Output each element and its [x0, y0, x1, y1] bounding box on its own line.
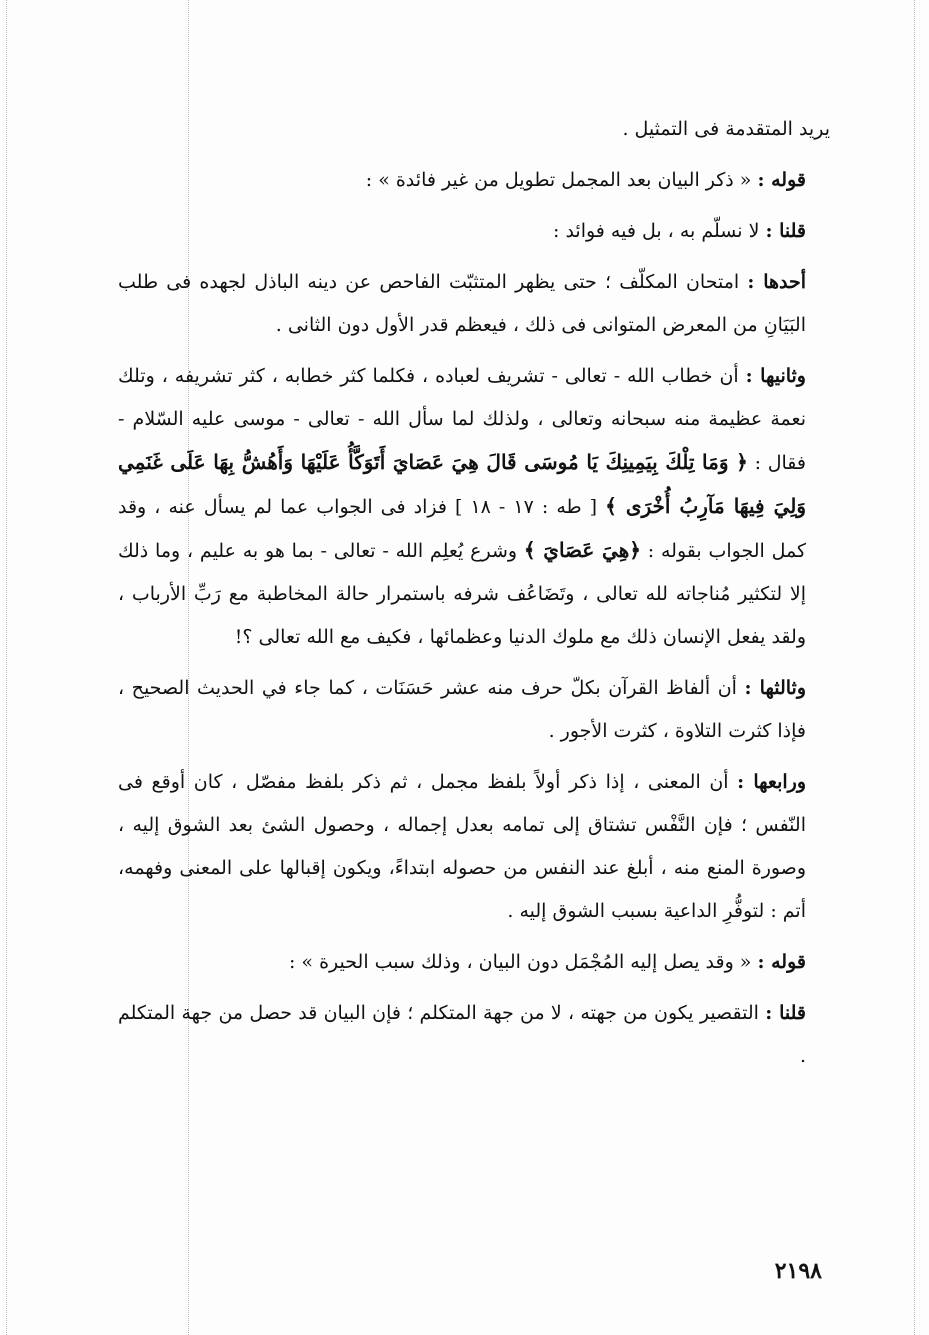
paragraph-thalithuha	[118, 667, 830, 753]
paragraph-tail: [ طه : ١٧ - ١٨ ] فزاد فى الجواب عما لم يسأل عنه ، وقد كمل الجواب بقوله :	[118, 496, 807, 562]
paragraph-lead: وثانيها :	[745, 365, 806, 387]
paragraph-ahaduha	[118, 261, 830, 347]
paragraph-body: أن ألفاظ القرآن بكلّ حرف منه عشر حَسَنَات ، كما جاء في الحديث الصحيح ، فإذا كثرت التلاوة ، كثرت الأجور .	[118, 677, 806, 742]
paragraph-lead: قلنا :	[765, 1002, 806, 1024]
paragraph-rabiuha	[118, 761, 830, 933]
paragraph-body: لا نسلّم به ، بل فيه فوائد :	[553, 220, 760, 242]
paragraph-body: يريد المتقدمة فى التمثيل .	[622, 118, 830, 140]
paragraph-thaniha	[118, 355, 830, 659]
paragraph-qulna-2	[118, 992, 830, 1078]
page-text	[118, 108, 830, 1086]
paragraph-intro	[118, 108, 830, 151]
paragraph-body: « وقد يصل إليه المُجْمَل دون البيان ، وذلك سبب الحيرة » :	[288, 951, 752, 973]
paragraph-tail-2: وشرع يُعلِم الله - تعالى - بما هو به عليم ، وما ذلك إلا لتكثير مُناجاته لله تعالى ، وتَضَاعُف شرفه باستمرار حالة المخاطبة مع رَبِّ الأرباب ، ولقد يفعل الإنسان ذلك مع ملوك الدنيا وعظمائها ، فكيف مع الله تعالى ؟!	[118, 540, 806, 648]
paragraph-lead: ورابعها :	[737, 771, 806, 793]
paragraph-body: أن خطاب الله - تعالى - تشريف لعباده ، فكلما كثر خطابه ، كثر تشريفه ، وتلك نعمة عظيمة منه سبحانه وتعالى ، ولذلك لما سأل الله - تعالى - موسى عليه السّلام - فقال :	[118, 365, 806, 474]
quran-verse-short: ﴿هِيَ عَصَايَ ﴾	[523, 538, 641, 562]
margin-guide-right	[914, 0, 915, 1335]
quran-verse: ﴿ وَمَا تِلْكَ بِيَمِينِكَ يَا مُوسَى قَالَ هِيَ عَصَايَ أَتَوَكَّأُ عَلَيْهَا وَأَهُشُّ بِهَا عَلَى غَنَمِي وَلِيَ فِيهَا مَآرِبُ أُخْرَى ﴾	[118, 450, 807, 518]
margin-guide-left	[6, 0, 7, 1335]
paragraph-lead: قوله :	[757, 951, 806, 973]
paragraph-qawluhu-1	[118, 159, 830, 202]
paragraph-body: أن المعنى ، إذا ذكر أولاً بلفظ مجمل ، ثم ذكر بلفظ مفصّل ، كان أوقع فى النّفس ؛ فإن النَّفْس تشتاق إلى تمامه بعدل إجماله ، وحصول الشئ بعد الشوق إليه ، وصورة المنع منه ، أبلغ عند النفس من حصوله ابتداءً، ويكون إقبالها على المعنى وفهمه، أتم : لتوفُّرِ الداعية بسبب الشوق إليه .	[118, 771, 806, 922]
paragraph-body: التقصير يكون من جهته ، لا من جهة المتكلم ؛ فإن البيان قد حصل من جهة المتكلم .	[118, 1002, 806, 1067]
paragraph-qawluhu-2	[118, 941, 830, 984]
paragraph-lead: قوله :	[757, 169, 806, 191]
page-number: ٢١٩٨	[774, 1258, 822, 1284]
paragraph-lead: وثالثها :	[744, 677, 806, 699]
paragraph-qulna-1	[118, 210, 830, 253]
paragraph-lead: أحدها :	[747, 271, 806, 293]
paragraph-body: « ذكر البيان بعد المجمل تطويل من غير فائدة » :	[365, 169, 752, 191]
paragraph-body: امتحان المكلّف ؛ حتى يظهر المتثبّت الفاحص عن دينه الباذل لجهده فى طلب البَيَانِ من المعرض المتوانى فى ذلك ، فيعظم قدر الأول دون الثانى .	[118, 271, 806, 336]
paragraph-lead: قلنا :	[765, 220, 806, 242]
